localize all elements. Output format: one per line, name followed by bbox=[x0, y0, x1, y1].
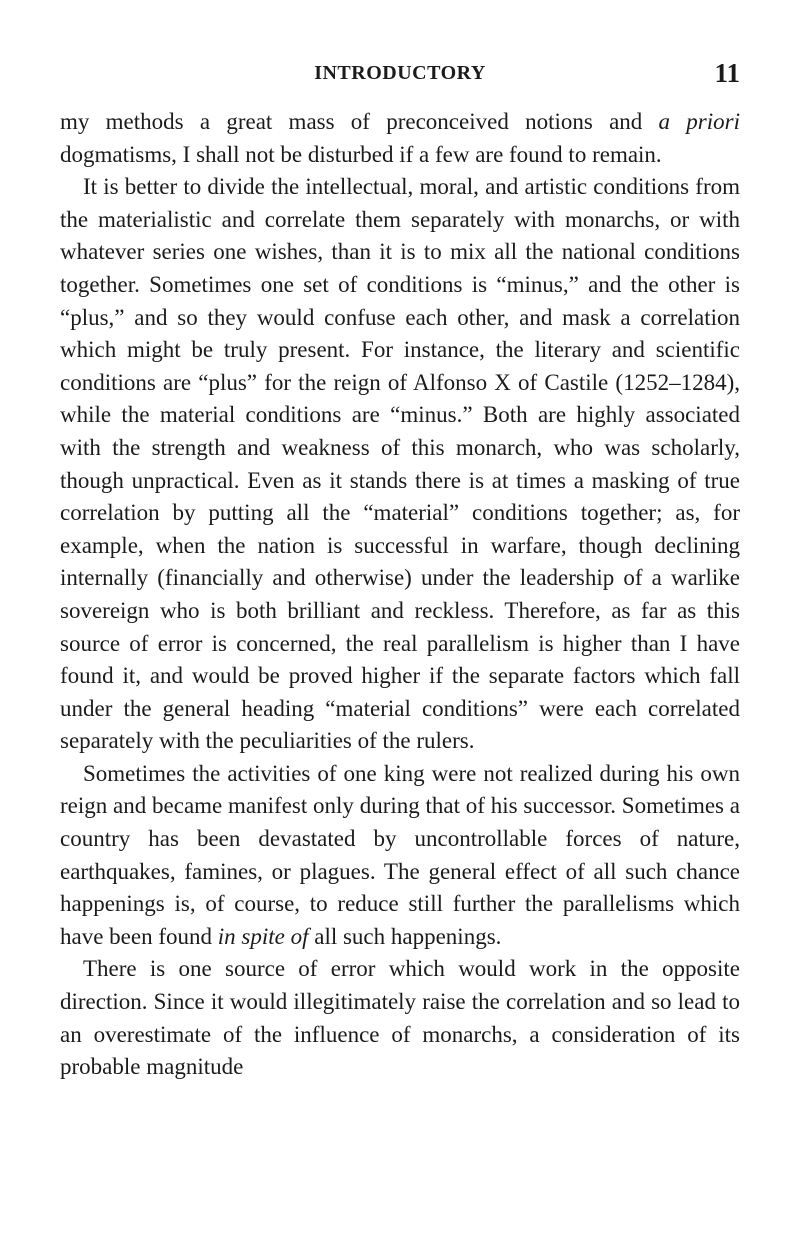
page-number: 11 bbox=[714, 58, 740, 88]
paragraph-3-text-a: Sometimes the activities of one king were not realized during his own reign and became manifest only during that of his successor. Sometimes a country has been devastated by uncontrollable forces of nature, earthquakes, famines, or plagues. The general effect of all such chance happenings is, of course, to reduce still further the parallelisms which have been found bbox=[60, 760, 740, 949]
running-title: INTRODUCTORY bbox=[314, 62, 486, 84]
paragraph-3-italic-in-spite-of: in spite of bbox=[217, 923, 309, 949]
paragraph-1-text-a: my methods a great mass of preconceived notions and bbox=[60, 109, 659, 134]
paragraph-1 bbox=[60, 106, 740, 171]
paragraph-3-text-b: all such happenings. bbox=[308, 923, 502, 949]
paragraph-1-italic-a-priori: a priori bbox=[658, 109, 740, 134]
body-text bbox=[60, 106, 740, 1084]
paragraph-3 bbox=[60, 758, 740, 954]
paragraph-2: It is better to divide the intellectual, moral, and artistic conditions from the materialistic and correlate them separately with monarchs, or with whatever series one wishes, than it is to mix all the national conditions together. Sometimes one set of conditions is “minus,” and the other is “plus,” and so they would confuse each other, and mask a correlation which might be truly present. For instance, the literary and scientific conditions are “plus” for the reign of Alfonso X of Castile (1252–1284), while the material conditions are “minus.” Both are highly associated with the strength and weakness of this monarch, who was scholarly, though unpractical. Even as it stands there is at times a masking of true correlation by putting all the “material” conditions together; as, for example, when the nation is successful in warfare, though declining internally (financially and otherwise) under the leadership of a warlike sovereign who is both brilliant and reckless. Therefore, as far as this source of error is concerned, the real parallelism is higher than I have found it, and would be proved higher if the separate factors which fall under the general heading “material conditions” were each correlated separately with the peculiarities of the rulers. bbox=[60, 174, 740, 754]
paragraph-1-text-b: dogmatisms, I shall not be disturbed if a few are found to remain. bbox=[60, 141, 662, 167]
running-head bbox=[60, 58, 740, 98]
paragraph-4: There is one source of error which would work in the opposite direction. Since it would illegitimately raise the correlation and so lead to an overestimate of the influence of monarchs, a consideration of its probable magnitude bbox=[60, 956, 740, 1080]
